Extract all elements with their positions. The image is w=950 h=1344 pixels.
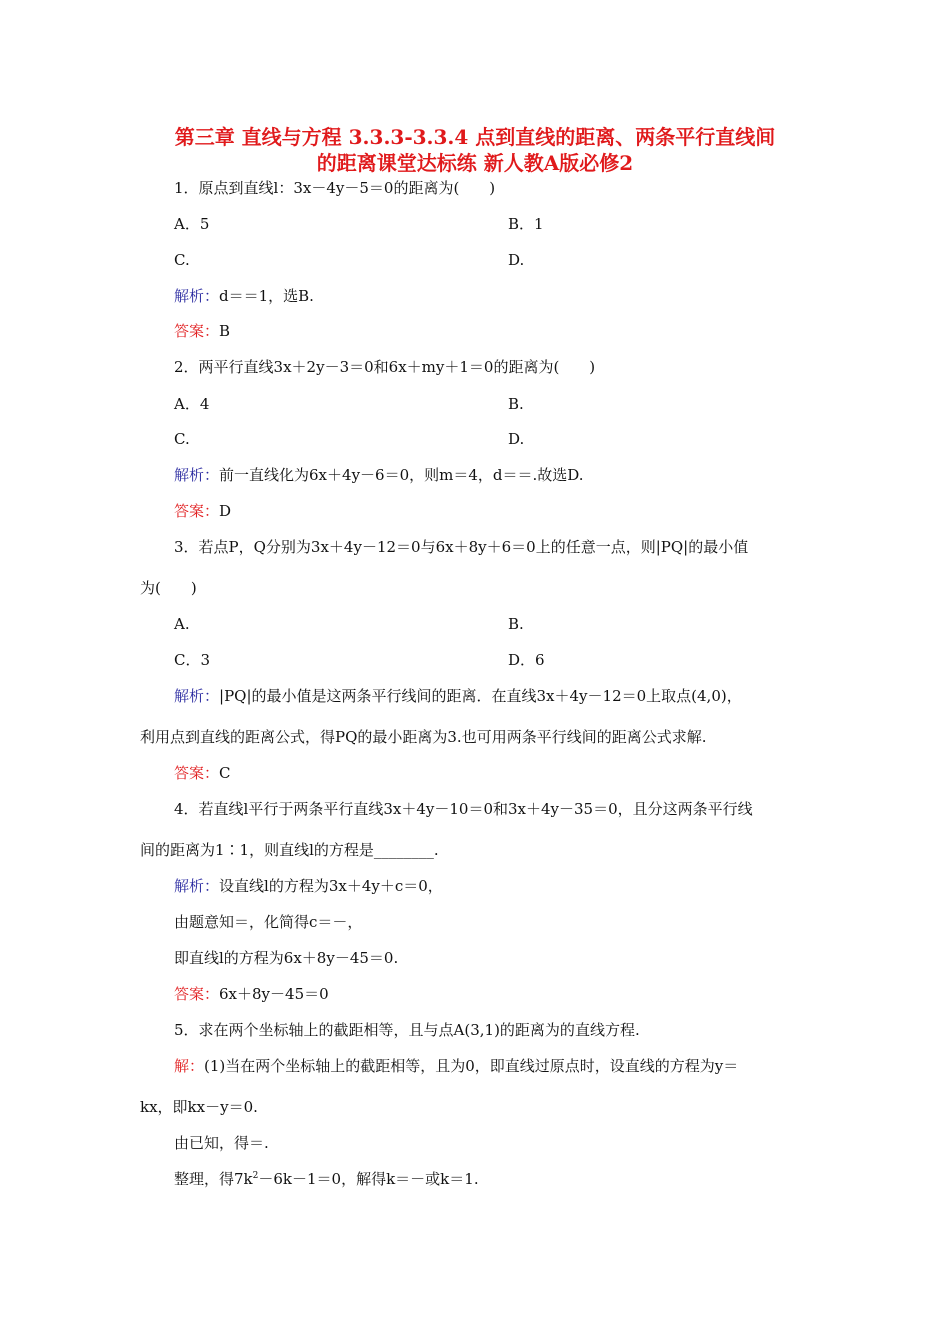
answer-text: C [219,764,231,782]
question-3-stem-line-1: 3．若点P，Q分别为3x＋4y－12＝0与6x＋8y＋6＝0上的任意一点，则|PQ|的最小值 [174,538,749,556]
question-2-option-c: C. [174,430,190,448]
question-2-option-d: D. [508,430,525,448]
question-5-solution-line-3: 由已知，得＝. [174,1134,269,1152]
question-4-answer [174,984,329,1004]
analysis-text: 前一直线化为6x＋4y－6＝0，则m＝4，d＝＝.故选D. [219,466,584,484]
analysis-label: 解析： [174,687,220,705]
solution-text-a: 整理，得7k [174,1170,253,1188]
analysis-label: 解析： [174,877,220,895]
answer-text: D [219,502,232,520]
question-3-option-b: B. [508,615,524,633]
question-1-stem: 1．原点到直线l：3x－4y－5＝0的距离为( ) [174,179,496,197]
analysis-label: 解析： [174,466,220,484]
analysis-text: d＝＝1，选B. [219,287,314,305]
question-3-analysis-line-1 [174,686,742,706]
answer-label: 答案： [174,502,220,520]
question-5-solution-line-1 [174,1056,738,1076]
question-5-solution-line-2: kx，即kx－y＝0. [140,1098,258,1116]
question-3-answer [174,763,231,783]
question-2-analysis [174,465,584,485]
question-2-option-b: B. [508,395,524,413]
question-2-stem: 2．两平行直线3x＋2y－3＝0和6x＋my＋1＝0的距离为( ) [174,358,596,376]
question-4-stem-line-1: 4．若直线l平行于两条平行直线3x＋4y－10＝0和3x＋4y－35＝0，且分这两条平行线 [174,800,753,818]
question-1-option-b: B．1 [508,215,544,233]
question-1-option-a: A．5 [174,215,210,233]
question-4-stem-line-2: 间的距离为1∶1，则直线l的方程是________. [140,841,439,859]
question-5-solution-line-4 [174,1169,479,1189]
document-title-line-2: 的距离课堂达标练 新人教A版必修2 [316,151,634,175]
answer-label: 答案： [174,322,220,340]
question-3-stem-line-2: 为( ) [140,579,197,597]
question-1-option-d: D. [508,251,525,269]
analysis-text: |PQ|的最小值是这两条平行线间的距离．在直线3x＋4y－12＝0上取点(4,0)， [219,687,742,705]
answer-label: 答案： [174,764,220,782]
question-4-analysis-line-1 [174,876,443,896]
answer-text: 6x＋8y－45＝0 [219,985,329,1003]
question-3-option-d: D．6 [508,651,545,669]
superscript-2: 2 [252,1171,259,1181]
question-3-option-c: C．3 [174,651,211,669]
question-4-analysis-line-3: 即直线l的方程为6x＋8y－45＝0. [174,949,399,967]
question-2-option-a: A．4 [174,395,210,413]
answer-label: 答案： [174,985,220,1003]
question-2-answer [174,501,231,521]
analysis-text: 设直线l的方程为3x＋4y＋c＝0， [219,877,443,895]
question-3-analysis-line-2: 利用点到直线的距离公式，得PQ的最小距离为3.也可用两条平行线间的距离公式求解. [140,728,707,746]
question-1-option-c: C. [174,251,190,269]
question-1-analysis [174,286,314,306]
solution-text-b: －6k－1＝0，解得k＝－或k＝1. [258,1170,479,1188]
question-4-analysis-line-2: 由题意知＝，化简得c＝－， [174,913,363,931]
document-title-line-1: 第三章 直线与方程 3.3.3-3.3.4 点到直线的距离、两条平行直线间 [174,125,776,149]
question-5-stem: 5．求在两个坐标轴上的截距相等，且与点A(3,1)的距离为的直线方程. [174,1021,640,1039]
analysis-label: 解析： [174,287,220,305]
question-1-answer [174,321,230,341]
answer-text: B [219,322,231,340]
solution-text: (1)当在两个坐标轴上的截距相等，且为0，即直线过原点时，设直线的方程为y＝ [204,1057,739,1075]
question-3-option-a: A. [174,615,190,633]
solution-label: 解： [174,1057,205,1075]
